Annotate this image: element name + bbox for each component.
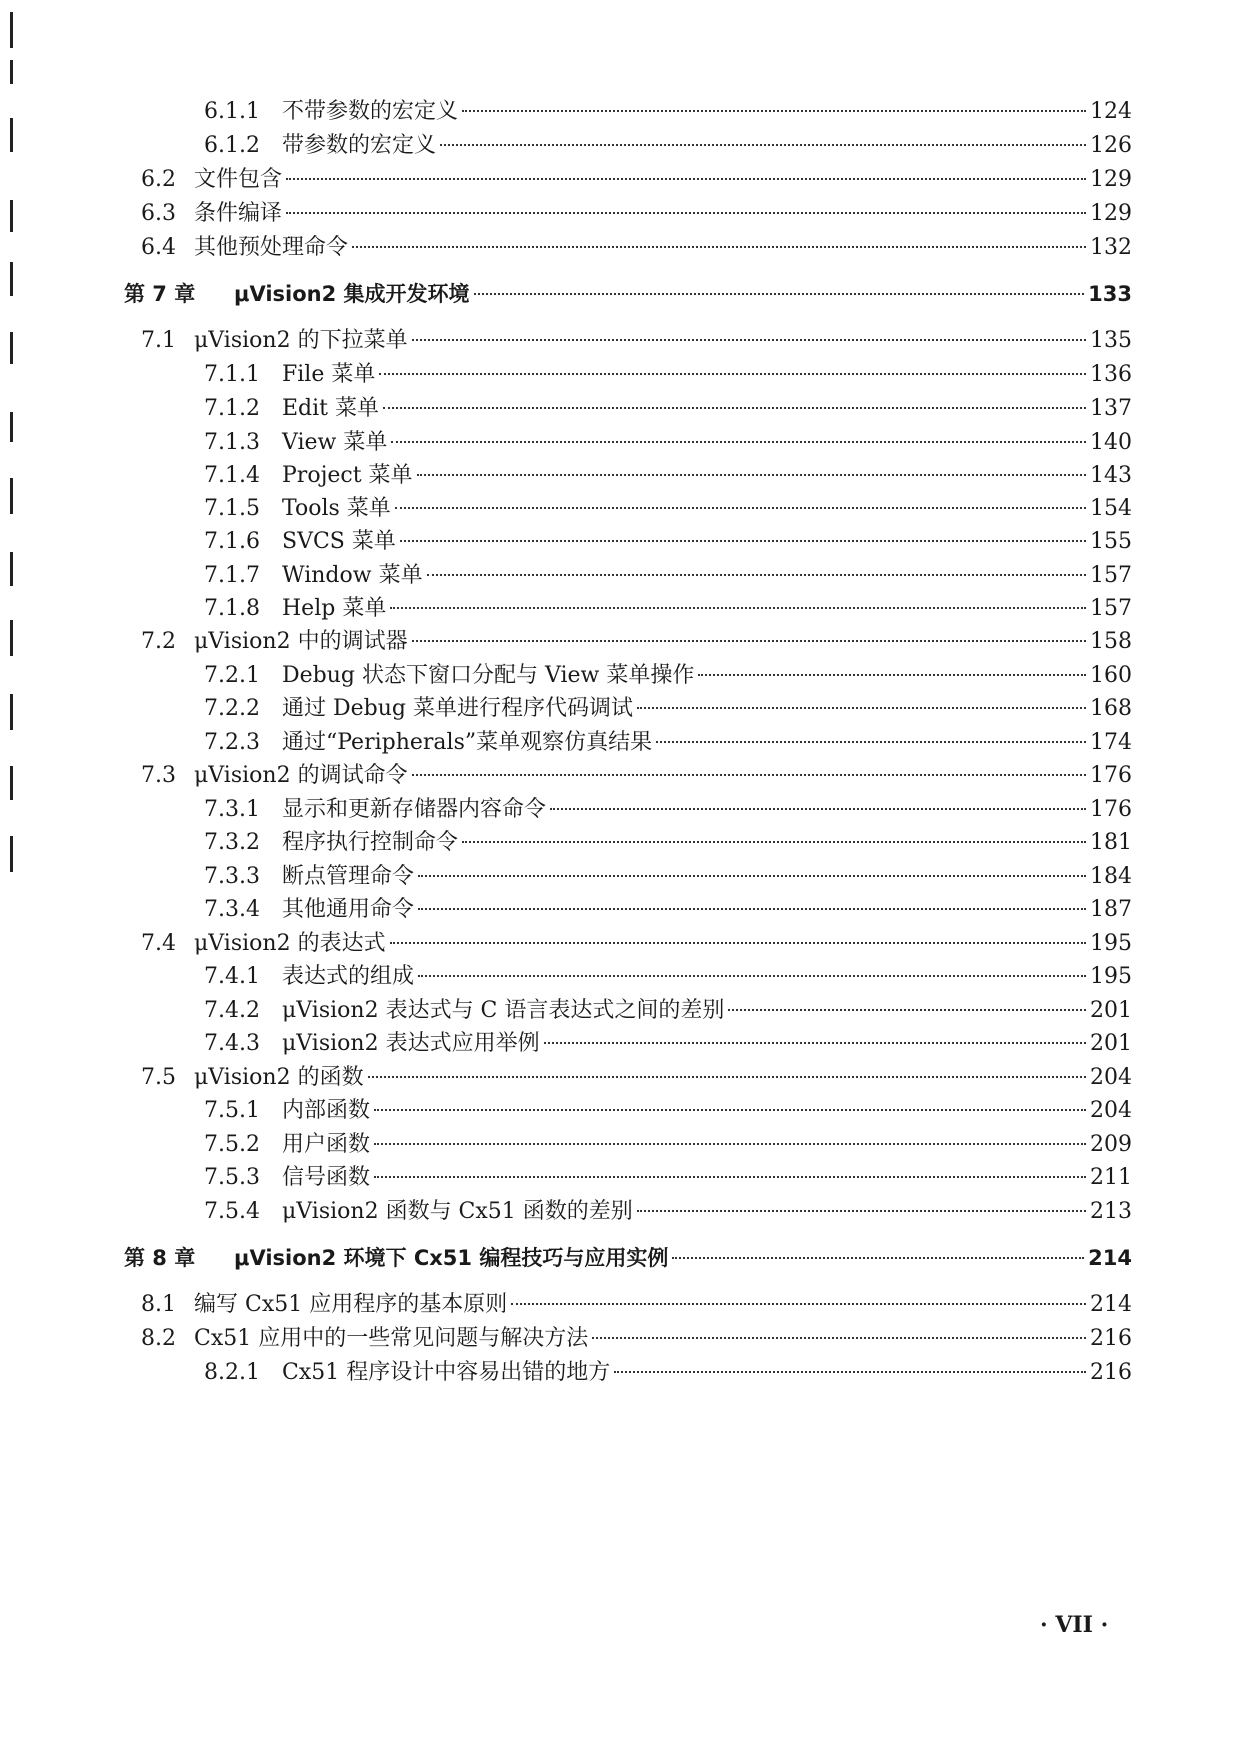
- toc-number: 7.5: [141, 1065, 176, 1090]
- toc-title: 表达式的组成: [282, 964, 415, 989]
- toc-number: 8.2: [141, 1326, 176, 1351]
- toc-number: 7.4.1: [204, 964, 260, 989]
- toc-title: 断点管理命令: [282, 864, 415, 889]
- toc-title: 不带参数的宏定义: [282, 99, 459, 124]
- toc-page-number: 174: [1090, 730, 1132, 755]
- toc-number: 7.3: [141, 763, 176, 788]
- toc-leader-dots: [418, 975, 1086, 977]
- toc-leader-dots: [417, 474, 1086, 476]
- toc-subsection[interactable]: [204, 862, 1132, 892]
- toc-title: 显示和更新存储器内容命令: [282, 797, 547, 822]
- toc-title: File 菜单: [282, 362, 376, 387]
- toc-section[interactable]: [128, 326, 1132, 356]
- toc-number: 7.5.3: [204, 1165, 260, 1190]
- toc-page-number: 158: [1090, 629, 1132, 654]
- toc-title: SVCS 菜单: [282, 529, 396, 554]
- toc-number: 7.4.3: [204, 1031, 260, 1056]
- toc-page-number: 176: [1090, 763, 1132, 788]
- toc-title: View 菜单: [282, 430, 388, 455]
- toc-page-number: 126: [1090, 133, 1132, 158]
- toc-number: 7.5.4: [204, 1199, 260, 1224]
- toc-page-number: 154: [1090, 496, 1132, 521]
- toc-page-number: 143: [1090, 463, 1132, 488]
- toc-page-number: 137: [1090, 396, 1132, 421]
- toc-page-number: 213: [1090, 1199, 1132, 1224]
- toc-chapter[interactable]: [124, 1243, 1132, 1273]
- toc-title: μVision2 环境下 Cx51 编程技巧与应用实例: [234, 1246, 669, 1270]
- toc-subsection[interactable]: [204, 561, 1132, 591]
- toc-title: 编写 Cx51 应用程序的基本原则: [194, 1292, 508, 1317]
- toc-subsection[interactable]: [204, 661, 1132, 691]
- toc-page-number: 184: [1090, 864, 1132, 889]
- toc-page-number: 168: [1090, 696, 1132, 721]
- toc-title: μVision2 的下拉菜单: [194, 328, 408, 353]
- toc-leader-dots: [379, 373, 1086, 375]
- toc-leader-dots: [637, 707, 1086, 709]
- toc-number: 8.2.1: [204, 1360, 260, 1385]
- toc-title: Window 菜单: [282, 563, 423, 588]
- toc-number: 7.1.6: [204, 529, 260, 554]
- toc-section[interactable]: [128, 1063, 1132, 1093]
- toc-title: μVision2 的函数: [194, 1065, 364, 1090]
- toc-page-number: 124: [1090, 99, 1132, 124]
- toc-leader-dots: [395, 507, 1086, 509]
- toc-leader-dots: [390, 942, 1086, 944]
- toc-leader-dots: [383, 407, 1086, 409]
- toc-page-number: 176: [1090, 797, 1132, 822]
- toc-leader-dots: [352, 246, 1086, 248]
- toc-leader-dots: [544, 1042, 1086, 1044]
- toc-subsection[interactable]: [204, 360, 1132, 390]
- toc-leader-dots: [412, 774, 1086, 776]
- toc-title: Project 菜单: [282, 463, 413, 488]
- toc-page-number: 132: [1090, 235, 1132, 260]
- toc-subsection[interactable]: [204, 694, 1132, 724]
- toc-title: μVision2 表达式与 C 语言表达式之间的差别: [282, 998, 725, 1023]
- toc-subsection[interactable]: [204, 962, 1132, 992]
- toc-leader-dots: [511, 1303, 1086, 1305]
- toc-number: 6.1.2: [204, 133, 260, 158]
- toc-number: 7.4.2: [204, 998, 260, 1023]
- toc-page-number: 181: [1090, 830, 1132, 855]
- toc-number: 7.1.5: [204, 496, 260, 521]
- toc-subsection[interactable]: [204, 527, 1132, 557]
- toc-subsection[interactable]: [204, 461, 1132, 491]
- page-number: · VII ·: [1040, 1612, 1109, 1638]
- toc-page-number: 204: [1090, 1098, 1132, 1123]
- toc-leader-dots: [427, 574, 1086, 576]
- toc-title: 信号函数: [282, 1165, 371, 1190]
- toc-page-number: 140: [1090, 430, 1132, 455]
- toc-page-number: 136: [1090, 362, 1132, 387]
- toc-section[interactable]: [128, 233, 1132, 263]
- toc-title: 通过 Debug 菜单进行程序代码调试: [282, 696, 633, 721]
- toc-number: 7.1: [141, 328, 176, 353]
- toc-page-number: 195: [1090, 931, 1132, 956]
- toc-leader-dots: [592, 1337, 1086, 1339]
- toc-subsection[interactable]: [204, 1029, 1132, 1059]
- toc-page-number: 209: [1090, 1132, 1132, 1157]
- toc-section[interactable]: [128, 1290, 1132, 1320]
- toc-title: 其他通用命令: [282, 897, 415, 922]
- toc-title: Debug 状态下窗口分配与 View 菜单操作: [282, 663, 695, 688]
- toc-number: 7.1.3: [204, 430, 260, 455]
- toc-number: 6.4: [141, 235, 176, 260]
- toc-leader-dots: [462, 110, 1086, 112]
- toc-subsection[interactable]: [204, 131, 1132, 161]
- toc-number: 7.1.1: [204, 362, 260, 387]
- toc-leader-dots: [474, 293, 1085, 295]
- toc-page-number: 211: [1090, 1165, 1132, 1190]
- toc-subsection[interactable]: [204, 394, 1132, 424]
- toc-title: 其他预处理命令: [194, 235, 349, 260]
- toc-leader-dots: [440, 144, 1086, 146]
- toc-subsection[interactable]: [204, 996, 1132, 1026]
- toc-page-number: 133: [1088, 282, 1132, 306]
- toc-number: 第 7 章: [124, 282, 196, 306]
- toc-subsection[interactable]: [204, 795, 1132, 825]
- toc-number: 6.2: [141, 167, 176, 192]
- toc-leader-dots: [550, 808, 1086, 810]
- toc-number: 7.4: [141, 931, 176, 956]
- toc-title: μVision2 表达式应用举例: [282, 1031, 540, 1056]
- toc-title: 带参数的宏定义: [282, 133, 437, 158]
- toc-leader-dots: [368, 1076, 1086, 1078]
- toc-page-number: 214: [1088, 1246, 1132, 1270]
- toc-subsection[interactable]: [204, 97, 1132, 127]
- toc-number: 7.5.2: [204, 1132, 260, 1157]
- toc-subsection[interactable]: [204, 728, 1132, 758]
- toc-leader-dots: [374, 1176, 1086, 1178]
- toc-title: 程序执行控制命令: [282, 830, 459, 855]
- toc-leader-dots: [656, 741, 1086, 743]
- toc-leader-dots: [672, 1257, 1084, 1259]
- toc-section[interactable]: [128, 761, 1132, 791]
- toc-title: μVision2 的调试命令: [194, 763, 408, 788]
- toc-number: 7.1.2: [204, 396, 260, 421]
- toc-page-number: 157: [1090, 563, 1132, 588]
- toc-section[interactable]: [128, 165, 1132, 195]
- toc-number: 7.2.3: [204, 730, 260, 755]
- toc-chapter[interactable]: [124, 279, 1132, 309]
- toc-leader-dots: [374, 1143, 1086, 1145]
- toc-leader-dots: [698, 674, 1086, 676]
- toc-section[interactable]: [128, 929, 1132, 959]
- toc-title: 内部函数: [282, 1098, 371, 1123]
- toc-subsection[interactable]: [204, 594, 1132, 624]
- toc-title: Help 菜单: [282, 596, 387, 621]
- toc-title: 通过“Peripherals”菜单观察仿真结果: [282, 730, 653, 755]
- toc-leader-dots: [637, 1210, 1086, 1212]
- toc-number: 7.2.2: [204, 696, 260, 721]
- toc-leader-dots: [614, 1371, 1086, 1373]
- toc-page-number: 135: [1090, 328, 1132, 353]
- toc-section[interactable]: [128, 627, 1132, 657]
- toc-subsection[interactable]: [204, 1130, 1132, 1160]
- toc-title: 用户函数: [282, 1132, 371, 1157]
- toc-section[interactable]: [128, 199, 1132, 229]
- toc-subsection[interactable]: [204, 1096, 1132, 1126]
- toc-number: 7.2.1: [204, 663, 260, 688]
- toc-leader-dots: [400, 540, 1086, 542]
- toc-subsection[interactable]: [204, 895, 1132, 925]
- toc-title: μVision2 集成开发环境: [234, 282, 470, 306]
- toc-title: 条件编译: [194, 201, 283, 226]
- toc-page-number: 129: [1090, 201, 1132, 226]
- toc-number: 7.3.2: [204, 830, 260, 855]
- toc-number: 7.5.1: [204, 1098, 260, 1123]
- toc-number: 7.1.7: [204, 563, 260, 588]
- toc-leader-dots: [418, 908, 1086, 910]
- toc-page-number: 216: [1090, 1360, 1132, 1385]
- toc-page-number: 214: [1090, 1292, 1132, 1317]
- toc-subsection[interactable]: [204, 428, 1132, 458]
- toc-subsection[interactable]: [204, 494, 1132, 524]
- toc-page-number: 216: [1090, 1326, 1132, 1351]
- toc-number: 7.1.4: [204, 463, 260, 488]
- toc-page-number: 201: [1090, 998, 1132, 1023]
- toc-title: Cx51 程序设计中容易出错的地方: [282, 1360, 611, 1385]
- toc-page-number: 204: [1090, 1065, 1132, 1090]
- toc-number: 7.3.4: [204, 897, 260, 922]
- toc-number: 7.1.8: [204, 596, 260, 621]
- toc-leader-dots: [391, 441, 1086, 443]
- toc-title: Cx51 应用中的一些常见问题与解决方法: [194, 1326, 589, 1351]
- toc-page-number: 155: [1090, 529, 1132, 554]
- toc-leader-dots: [374, 1109, 1086, 1111]
- toc-leader-dots: [412, 640, 1086, 642]
- toc-number: 7.3.3: [204, 864, 260, 889]
- toc-section[interactable]: [128, 1324, 1132, 1354]
- toc-title: μVision2 函数与 Cx51 函数的差别: [282, 1199, 633, 1224]
- toc-number: 7.3.1: [204, 797, 260, 822]
- toc-leader-dots: [286, 212, 1086, 214]
- toc-page-number: 187: [1090, 897, 1132, 922]
- toc-subsection[interactable]: [204, 1163, 1132, 1193]
- toc-title: μVision2 的表达式: [194, 931, 386, 956]
- toc-leader-dots: [462, 841, 1086, 843]
- toc-title: μVision2 中的调试器: [194, 629, 408, 654]
- toc-number: 8.1: [141, 1292, 176, 1317]
- toc-leader-dots: [412, 339, 1086, 341]
- toc-leader-dots: [390, 607, 1086, 609]
- toc-number: 7.2: [141, 629, 176, 654]
- toc-page-number: 157: [1090, 596, 1132, 621]
- toc-title: Edit 菜单: [282, 396, 380, 421]
- toc-title: Tools 菜单: [282, 496, 391, 521]
- toc-page-number: 201: [1090, 1031, 1132, 1056]
- toc-number: 第 8 章: [124, 1246, 196, 1270]
- toc-leader-dots: [418, 875, 1086, 877]
- toc-number: 6.3: [141, 201, 176, 226]
- toc-leader-dots: [286, 178, 1086, 180]
- toc-subsection[interactable]: [204, 1358, 1132, 1388]
- toc-page-number: 160: [1090, 663, 1132, 688]
- toc-leader-dots: [728, 1009, 1086, 1011]
- toc-page-number: 129: [1090, 167, 1132, 192]
- toc-title: 文件包含: [194, 167, 283, 192]
- toc-subsection[interactable]: [204, 1197, 1132, 1227]
- toc-number: 6.1.1: [204, 99, 260, 124]
- toc-page-number: 195: [1090, 964, 1132, 989]
- toc-subsection[interactable]: [204, 828, 1132, 858]
